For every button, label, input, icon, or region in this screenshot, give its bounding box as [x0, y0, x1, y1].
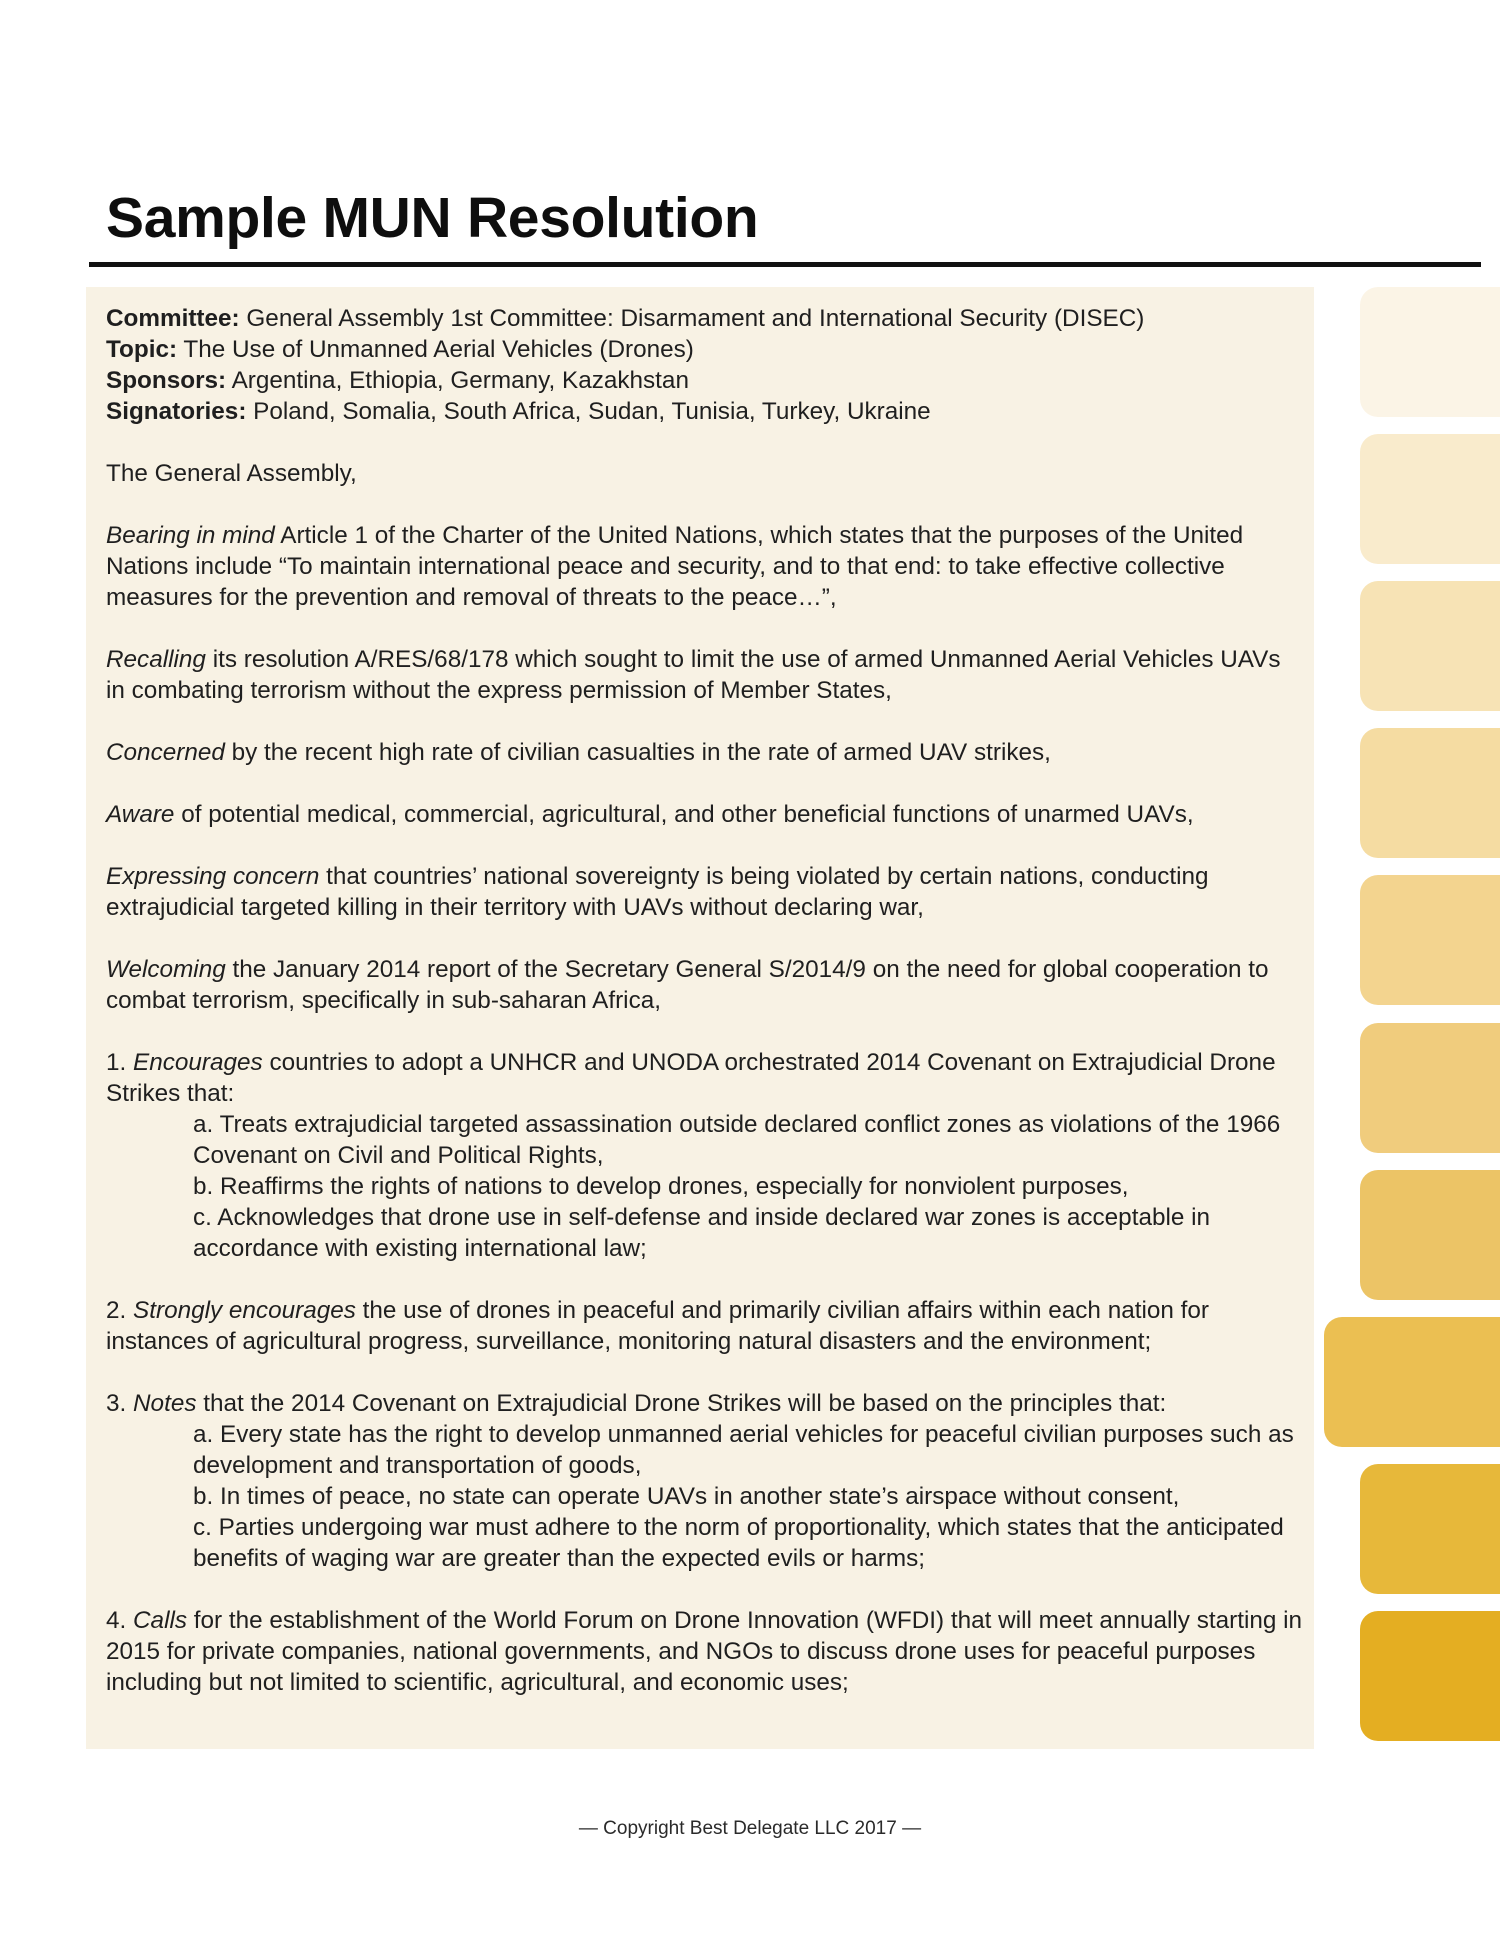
- sub-clause: c. Parties undergoing war must adhere to the norm of proportionality, which states that the anticipated benefits of waging war are greater than the expected evils or harms;: [193, 1514, 1284, 1572]
- opening-phrase: The General Assembly,: [106, 460, 357, 487]
- clause-text: countries to adopt a UNHCR and UNODA orchestrated 2014 Covenant on Extrajudicial Drone Strikes that:: [106, 1049, 1276, 1107]
- operative-clause-text: [106, 1388, 1306, 1419]
- preambulatory-clause: [106, 737, 1306, 768]
- clause-number: 2.: [106, 1297, 134, 1324]
- operative-clause: [106, 1295, 1306, 1357]
- header-label: Topic:: [106, 336, 178, 363]
- header-line-topic: [106, 334, 1306, 365]
- spacer: [106, 1264, 1306, 1295]
- resolution-header: [106, 303, 1306, 427]
- copyright-footer: — Copyright Best Delegate LLC 2017 —: [578, 1818, 922, 1839]
- header-value: The Use of Unmanned Aerial Vehicles (Drones): [177, 336, 694, 363]
- section-tab[interactable]: [1360, 581, 1500, 711]
- operative-clause: [106, 1047, 1306, 1264]
- sub-clause: b. Reaffirms the rights of nations to develop drones, especially for nonviolent purposes,: [193, 1173, 1129, 1200]
- operative-clause-text: [106, 1295, 1306, 1357]
- preambulatory-clause: [106, 644, 1306, 706]
- clause-phrase: Bearing in mind: [106, 522, 275, 549]
- spacer: [106, 489, 1306, 520]
- clause-number: 4.: [106, 1607, 134, 1634]
- section-tab[interactable]: [1360, 728, 1500, 858]
- clause-text: of potential medical, commercial, agricultural, and other beneficial functions of unarmed UAVs,: [174, 801, 1194, 828]
- spacer: [106, 1016, 1306, 1047]
- clause-text: Article 1 of the Charter of the United Nations, which states that the purposes of the United Nations include “To maintain international peace and security, and to that end: to take effective collective measures for the prevention and removal of threats to the peace…”,: [106, 522, 1244, 611]
- clause-text: that countries’ national sovereignty is being violated by certain nations, conducting extrajudicial targeted killing in their territory with UAVs without declaring war,: [106, 863, 1209, 921]
- clause-phrase: Calls: [133, 1607, 188, 1634]
- sub-clause: a. Every state has the right to develop unmanned aerial vehicles for peaceful civilian purposes such as development and transportation of goods,: [193, 1421, 1294, 1479]
- clause-text: for the establishment of the World Forum on Drone Innovation (WFDI) that will meet annually starting in 2015 for private companies, national governments, and NGOs to discuss drone uses for peaceful purposes including but not limited to scientific, agricultural, and economic uses;: [106, 1607, 1303, 1696]
- clause-number: 1.: [106, 1049, 134, 1076]
- spacer: [106, 1574, 1306, 1605]
- spacer: [106, 923, 1306, 954]
- clause-text: that the 2014 Covenant on Extrajudicial Drone Strikes will be based on the principles that:: [196, 1390, 1167, 1417]
- header-value: Poland, Somalia, South Africa, Sudan, Tunisia, Turkey, Ukraine: [246, 398, 931, 425]
- clause-text: the January 2014 report of the Secretary General S/2014/9 on the need for global cooperation to combat terrorism, specifically in sub-saharan Africa,: [106, 956, 1269, 1014]
- section-tab[interactable]: [1360, 1170, 1500, 1300]
- section-tabs: [1360, 0, 1500, 1941]
- spacer: [106, 830, 1306, 861]
- section-tab[interactable]: [1360, 434, 1500, 564]
- operative-clause: [106, 1605, 1306, 1698]
- header-label: Signatories:: [106, 398, 247, 425]
- preambulatory-clauses: [106, 520, 1306, 1016]
- clause-phrase: Welcoming: [106, 956, 226, 983]
- clause-phrase: Aware: [106, 801, 175, 828]
- page-title: Sample MUN Resolution: [106, 186, 759, 250]
- header-value: General Assembly 1st Committee: Disarmament and International Security (DISEC): [239, 305, 1145, 332]
- clause-text: its resolution A/RES/68/178 which sought to limit the use of armed Unmanned Aerial Vehicles UAVs in combating terrorism without the express permission of Member States,: [106, 646, 1281, 704]
- operative-clause-text: [106, 1047, 1306, 1109]
- preambulatory-clause: [106, 954, 1306, 1016]
- spacer: [106, 613, 1306, 644]
- header-line-signatories: [106, 396, 1306, 427]
- header-label: Committee:: [106, 305, 240, 332]
- header-line-sponsors: [106, 365, 1306, 396]
- clause-phrase: Notes: [133, 1390, 197, 1417]
- spacer: [106, 768, 1306, 799]
- title-divider: [89, 262, 1481, 267]
- section-tab[interactable]: [1360, 1023, 1500, 1153]
- operative-clause-text: [106, 1605, 1306, 1698]
- resolution-content: [106, 303, 1306, 1698]
- clause-phrase: Concerned: [106, 739, 225, 766]
- clause-phrase: Encourages: [133, 1049, 263, 1076]
- preambulatory-clause: [106, 799, 1306, 830]
- sub-clause: b. In times of peace, no state can operate UAVs in another state’s airspace without consent,: [193, 1483, 1180, 1510]
- sub-clause: a. Treats extrajudicial targeted assassination outside declared conflict zones as violations of the 1966 Covenant on Civil and Political Rights,: [193, 1111, 1281, 1169]
- spacer: [106, 1357, 1306, 1388]
- header-value: Argentina, Ethiopia, Germany, Kazakhstan: [226, 367, 689, 394]
- section-tab[interactable]: [1360, 287, 1500, 417]
- spacer: [106, 427, 1306, 458]
- clause-phrase: Expressing concern: [106, 863, 320, 890]
- clause-text: the use of drones in peaceful and primarily civilian affairs within each nation for instances of agricultural progress, surveillance, monitoring natural disasters and the environment;: [106, 1297, 1209, 1355]
- clause-phrase: Recalling: [106, 646, 206, 673]
- section-tab[interactable]: [1360, 875, 1500, 1005]
- header-label: Sponsors:: [106, 367, 227, 394]
- spacer: [106, 706, 1306, 737]
- preambulatory-clause: [106, 520, 1306, 613]
- operative-clauses: [106, 1047, 1306, 1698]
- clause-phrase: Strongly encourages: [133, 1297, 356, 1324]
- section-tab-active[interactable]: [1324, 1317, 1500, 1447]
- clause-text: by the recent high rate of civilian casualties in the rate of armed UAV strikes,: [224, 739, 1051, 766]
- sub-clause: c. Acknowledges that drone use in self-defense and inside declared war zones is acceptable in accordance with existing international law;: [193, 1204, 1211, 1262]
- section-tab[interactable]: [1360, 1611, 1500, 1741]
- header-line-committee: [106, 303, 1306, 334]
- operative-clause: [106, 1388, 1306, 1574]
- preambulatory-clause: [106, 861, 1306, 923]
- clause-number: 3.: [106, 1390, 134, 1417]
- section-tab[interactable]: [1360, 1464, 1500, 1594]
